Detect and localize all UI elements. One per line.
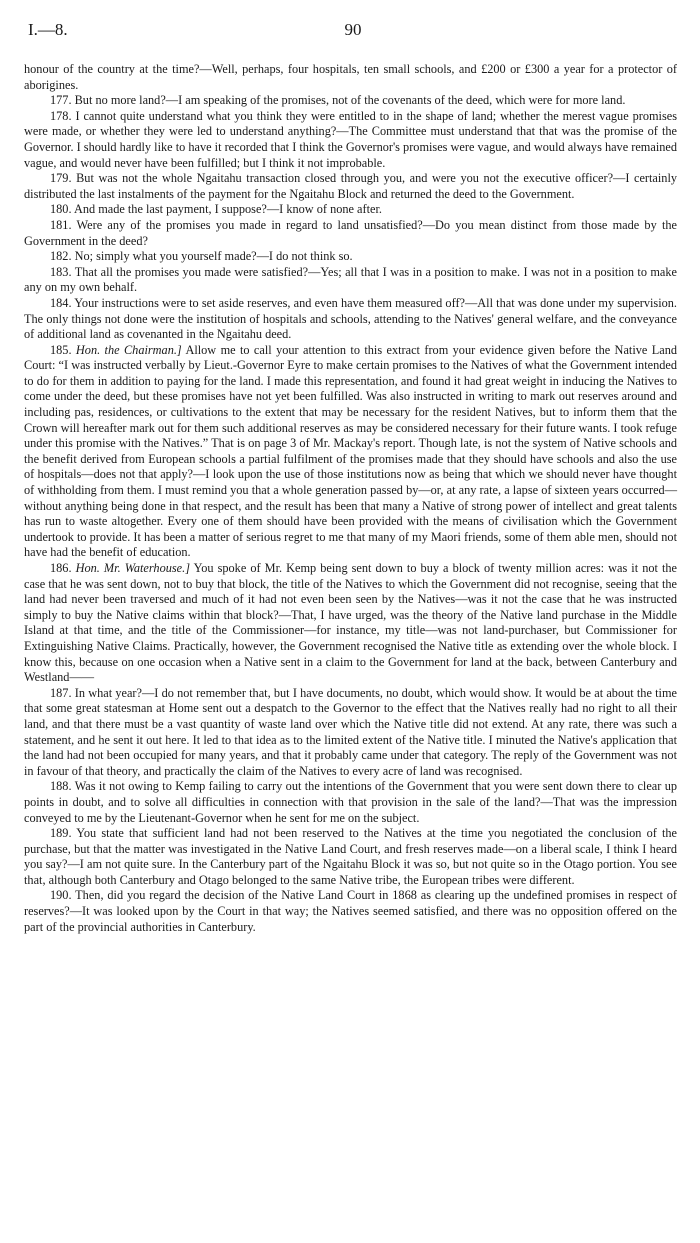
paragraph-text: You state that sufficient land had not been reserved to the Natives at the time you negotiated the conclusion of the purchase, but that the matter was investigated in the Native Land Court, and fresh reserves made—on a liberal scale, I think I heard you say?—I am not quite sure. In the Canterbury part of the Ngaitahu Block it was so, but not quite so in the Otago portion. You see that, although both Canterbury and Otago belonged to the same Native tribe, the European tribes were different.: [24, 826, 678, 887]
question-number: 184.: [50, 295, 72, 310]
speaker-name: Hon. the Chairman.]: [75, 342, 182, 357]
paragraph: [24, 109, 677, 171]
question-number: 187.: [50, 685, 72, 700]
question-number: 186.: [50, 561, 72, 575]
question-number: 178.: [50, 108, 72, 123]
paragraph: [24, 171, 677, 202]
question-number: 185.: [50, 342, 72, 357]
paragraph: [24, 779, 677, 826]
paragraph-text: Your instructions were to set aside reserves, and even have them measured off?—All that was done under my supervision. The only things not done were the institution of hospitals and schools, attending to the Natives' general welfare, and the conveyance of additional land as covenanted in the Ngaitahu deed.: [24, 295, 678, 342]
paragraph-text: But no more land?—I am speaking of the promises, not of the covenants of the deed, which were for more land.: [74, 93, 626, 108]
paragraph: [24, 888, 677, 935]
paragraph-text: I cannot quite understand what you think they were entitled to in the shape of land; whether the merest vague promises were made, or whether they were led to understand anything?—The Committee must understand that that was the promise of the Governor. I should hardly like to have it recorded that I think the Governor's promises were vague, and would always have remained vague, and would never have been fulfilled; but I think it not improbable.: [24, 108, 677, 170]
paragraph: [24, 826, 677, 888]
speaker-name: Hon. Mr. Waterhouse.]: [75, 561, 190, 575]
paragraph-text: Was it not owing to Kemp failing to carry out the intentions of the Government that you were sent down there to clear up points in doubt, and to solve all difficulties in connection with that provision in the sale of the land?—That was the impression conveyed to me by the Lieutenant-Governor when he sent for me on the subject.: [24, 779, 677, 825]
paragraph: [24, 561, 677, 686]
paragraph-text: Were any of the promises you made in regard to land unsatisfied?—Do you mean distinct from those made by the Government in the deed?: [24, 217, 677, 248]
paragraph: [24, 218, 677, 249]
paragraph-text: That all the promises you made were satisfied?—Yes; all that I was in a position to make. I was not in a position to make any on my own behalf.: [24, 264, 677, 295]
paragraph-text: No; simply what you yourself made?—I do not think so.: [74, 249, 353, 264]
question-number: 183.: [50, 264, 72, 279]
page-header: [28, 20, 678, 46]
question-number: 179.: [50, 171, 72, 186]
paragraph: [24, 296, 677, 343]
document-reference: I.—8.: [28, 20, 68, 39]
question-number: 182.: [50, 249, 72, 264]
paragraph-text: Allow me to call your attention to this extract from your evidence given before the Native Land Court: “I was instructed verbally by Lieut.-Governor Eyre to make certain promises to the Natives of what the Government intended to do for them in addition to paying for the land. I made this representation, and found it had great weight in inducing the Natives to come under the deed, but these promises have not yet been fulfilled. Was also instructed in writing to mark out reserves around and including pas, residences, or cultivations to the extent that may be necessary for the resident Natives, but to inform them that the Crown will hereafter mark out for them such additional reserves as may be considered necessary for their future wants. I took refuge under this promise with the Natives.” That is on page 3 of Mr. Mackay's report. Though late, is not the system of Native schools and the benefit derived from European schools a partial fulfilment of the promises made that they should have schools and also the use of hospitals—does not that apply?—I look upon the use of those institutions now as being that which we should never have thought of withholding from them. I must remind you that a whole generation passed by—or, at any rate, a lapse of sixteen years occurred—without anything being done in that respect, and the result has been that many a Native of strong power of intellect and great talents has run to waste altogether. Every one of them should have been provided with the means of civilisation which the Government undertook to provide. It has been a matter of serious regret to me that many of my Maori friends, some of them able men, should not have had the benefit of education.: [24, 342, 677, 560]
question-number: 181.: [50, 217, 72, 232]
paragraph: [24, 249, 677, 265]
paragraph-text: You spoke of Mr. Kemp being sent down to buy a block of twenty million acres: was it not the case that he was sent down, not to buy that block, the title of the Natives to which the Government did not recognise, seeing that the land had never been traversed and much of it had not even been seen by the Natives—was it not the case that he was instructed simply to buy the Native claims within that block?—That, I have urged, was the theory of the Native land purchase in the Middle Island at that time, and the title of the Commissioner—for instance, my title—was not land-purchaser, but Commissioner for Extinguishing Native Claims. Practically, however, the Government recognised the Native title as extending over the whole block. I know this, because on one occasion when a Native sent in a claim to the Government for land at the back, between Canterbury and Westland——: [24, 561, 678, 685]
paragraph-text: But was not the whole Ngaitahu transaction closed through you, and were you not the executive officer?—I certainly distributed the last instalments of the payment for the Ngaitahu Block and returned the deed to the Government.: [24, 171, 678, 201]
paragraph: [24, 202, 677, 218]
paragraph-text: honour of the country at the time?—Well, perhaps, four hospitals, ten small schools, and £200 or £300 a year for a protector of aborigines.: [24, 62, 677, 92]
paragraph: [24, 343, 677, 561]
question-number: 177.: [50, 93, 72, 108]
paragraph-text: Then, did you regard the decision of the Native Land Court in 1868 as clearing up the undefined promises in respect of reserves?—It was looked upon by the Court in that way; the Natives seemed satisfied, and there was no opposition offered on the part of the provincial authorities in Canterbury.: [24, 888, 677, 934]
question-number: 190.: [50, 888, 72, 903]
paragraph-text: In what year?—I do not remember that, but I have documents, no doubt, which would show. It would be at about the time that some great statesman at Home sent out a despatch to the Governor to the effect that the Natives really had no right to all their land, and that there must be a vast quantity of waste land over which the Native title did not extend. At any rate, there was such a statement, and he sent it out here. It led to that idea as to the limited extent of the Native title. I minuted the Native's application that the land had not been occupied for many years, and that it probably came under that category. The reply of the Government was not in favour of that theory, and practically the claim of the Natives to every acre of land was recognised.: [24, 685, 678, 778]
question-number: 180.: [50, 202, 72, 217]
page-body: [24, 62, 677, 935]
page-number: 90: [344, 20, 362, 39]
paragraph: [24, 265, 677, 296]
paragraph-text: And made the last payment, I suppose?—I know of none after.: [73, 202, 382, 217]
paragraph: [24, 93, 677, 109]
question-number: 189.: [50, 826, 72, 841]
paragraph: [24, 62, 677, 93]
paragraph: [24, 686, 677, 780]
question-number: 188.: [50, 779, 72, 794]
